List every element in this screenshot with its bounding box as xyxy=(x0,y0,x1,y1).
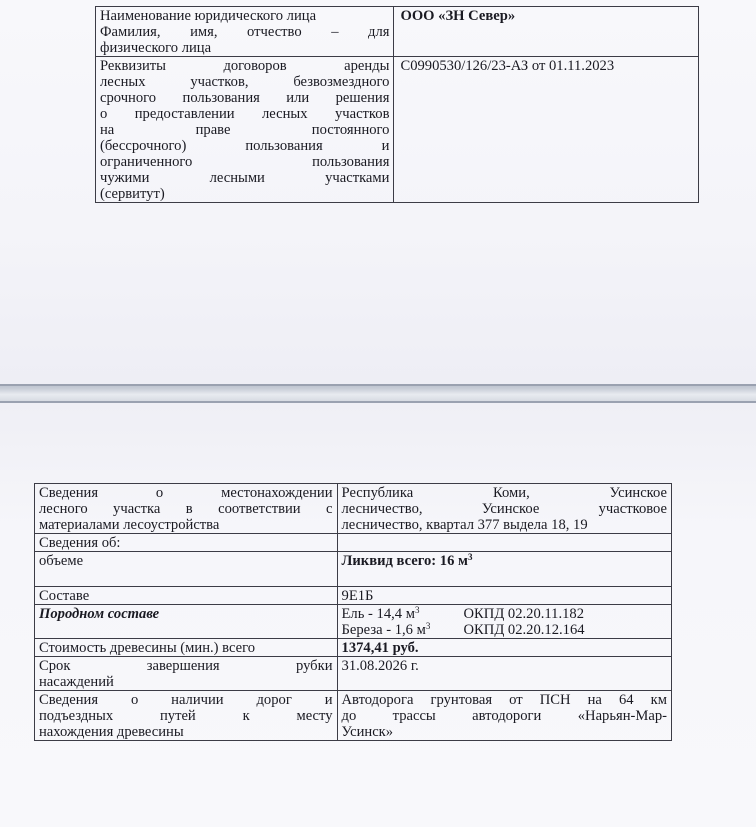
label-line: лесного участка в соответствии с xyxy=(39,501,333,517)
value-line: лесничество, квартал 377 выдела 18, 19 xyxy=(341,517,588,533)
deadline-value: 31.08.2026 г. xyxy=(337,657,671,691)
label-line: физического лица xyxy=(100,40,212,56)
label-line: подъездных путей к месту xyxy=(39,708,333,724)
label-line: чужими лесными участками xyxy=(100,170,390,186)
label-line: срочного пользования или решения xyxy=(100,90,390,106)
entity-name-value: ООО «ЗН Север» xyxy=(394,7,699,57)
species-code: ОКПД 02.20.11.182 xyxy=(463,606,585,622)
label-line: насаждений xyxy=(39,674,114,690)
label-line: Сведения о наличии дорог и xyxy=(39,692,333,708)
species-unit-sup: 3 xyxy=(425,621,431,631)
roads-label xyxy=(35,691,338,741)
label-line: Срок завершения рубки xyxy=(39,658,333,674)
volume-text: Ликвид всего: 16 м xyxy=(341,553,468,569)
label-line: Реквизиты договоров аренды xyxy=(100,58,390,74)
table-row xyxy=(35,534,672,552)
volume-unit-sup: 3 xyxy=(467,552,473,562)
location-value xyxy=(337,484,671,534)
value-line: Автодорога грунтовая от ПСН на 64 км xyxy=(341,692,667,708)
contract-details-label xyxy=(96,57,394,203)
label-line: Сведения о местонахождении xyxy=(39,485,333,501)
label-line: материалами лесоустройства xyxy=(39,517,220,533)
species-label: Породном составе xyxy=(35,605,338,639)
table-row xyxy=(35,605,672,639)
table-row xyxy=(35,691,672,741)
roads-value xyxy=(337,691,671,741)
info-header: Сведения об: xyxy=(35,534,338,552)
label-line: Наименование юридического лица xyxy=(100,8,317,24)
table-row xyxy=(35,657,672,691)
composition-label: Составе xyxy=(35,587,338,605)
page-divider xyxy=(0,384,756,403)
info-header-empty xyxy=(337,534,671,552)
label-line: (сервитут) xyxy=(100,186,165,202)
cost-value: 1374,41 руб. xyxy=(337,639,671,657)
document-page-1 xyxy=(0,0,756,384)
value-line: до трассы автодороги «Нарьян-Мар- xyxy=(341,708,667,724)
forest-plot-table xyxy=(34,483,672,741)
table-row xyxy=(35,587,672,605)
label-line: Фамилия, имя, отчество – для xyxy=(100,24,390,40)
value-line: лесничество, Усинское участковое xyxy=(341,501,667,517)
deadline-label xyxy=(35,657,338,691)
label-line: о предоставлении лесных участков xyxy=(100,106,390,122)
species-value xyxy=(337,605,671,639)
species-name: Ель - 14,4 м xyxy=(341,606,415,622)
table-row xyxy=(96,7,699,57)
cost-label: Стоимость древесины (мин.) всего xyxy=(35,639,338,657)
value-line: Республика Коми, Усинское xyxy=(341,485,667,501)
species-item xyxy=(342,606,667,622)
volume-label: объеме xyxy=(35,552,338,587)
value-line: Усинск» xyxy=(341,724,394,740)
table-row xyxy=(96,57,699,203)
label-line: лесных участков, безвозмездного xyxy=(100,74,390,90)
species-name: Береза - 1,6 м xyxy=(341,622,426,638)
legal-entity-table xyxy=(95,6,699,203)
species-item xyxy=(342,622,667,638)
entity-name-label xyxy=(96,7,394,57)
table-row xyxy=(35,484,672,534)
composition-value: 9Е1Б xyxy=(337,587,671,605)
location-label xyxy=(35,484,338,534)
volume-value xyxy=(337,552,671,587)
page-edge xyxy=(0,384,756,386)
table-row xyxy=(35,552,672,587)
table-row xyxy=(35,639,672,657)
label-line: на праве постоянного xyxy=(100,122,390,138)
species-unit-sup: 3 xyxy=(414,605,420,615)
label-line: нахождения древесины xyxy=(39,724,184,740)
label-line: ограниченного пользования xyxy=(100,154,390,170)
species-code: ОКПД 02.20.12.164 xyxy=(463,622,585,638)
label-line: (бессрочного) пользования и xyxy=(100,138,390,154)
contract-details-value: С0990530/126/23-АЗ от 01.11.2023 xyxy=(394,57,699,203)
